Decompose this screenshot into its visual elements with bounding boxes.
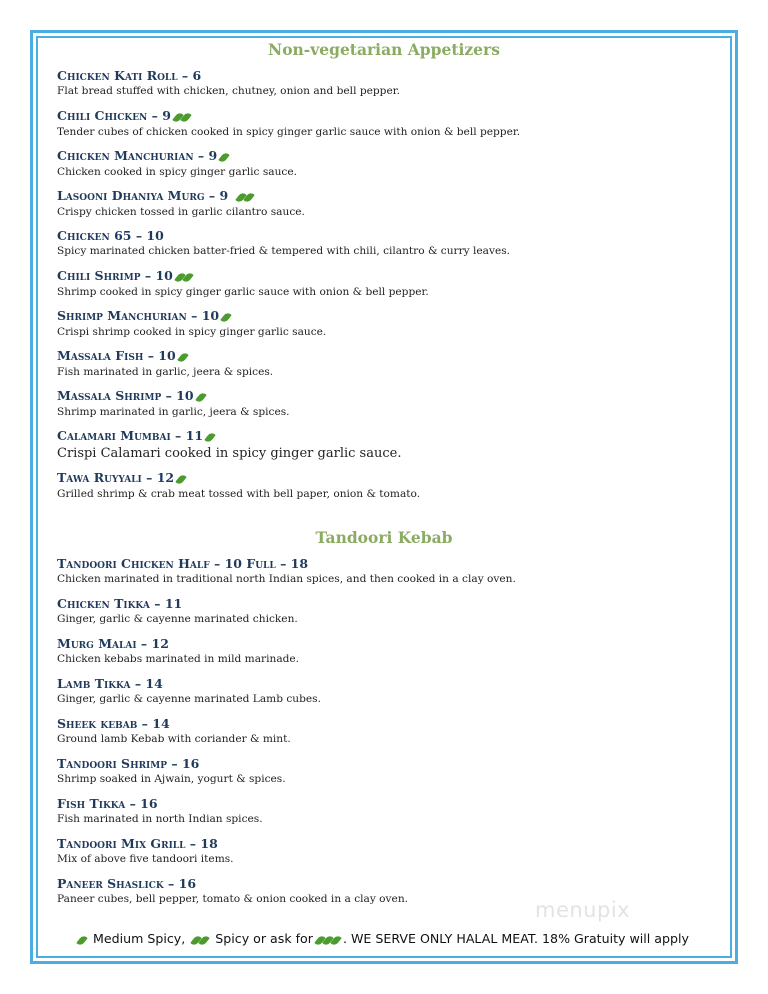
item-description: Ginger, garlic & cayenne marinated Lamb cubes.	[57, 693, 321, 705]
item-description: Crispi Calamari cooked in spicy ginger garlic sauce.	[57, 445, 402, 461]
menu-item	[57, 636, 717, 667]
item-name: Chili Chicken – 9	[57, 108, 171, 123]
chili-icon	[243, 191, 255, 203]
menu-item	[57, 108, 717, 140]
section-title-appetizers: Non-vegetarian Appetizers	[268, 40, 500, 59]
item-description: Crispi shrimp cooked in spicy ginger garlic sauce.	[57, 325, 327, 338]
menu-item	[57, 836, 717, 867]
item-description: Ginger, garlic & cayenne marinated chicken.	[57, 613, 298, 625]
menu-item	[57, 308, 717, 340]
chili-icon	[76, 934, 88, 946]
menu-item	[57, 68, 717, 99]
chili-icon-group	[193, 932, 209, 947]
spice-legend	[0, 931, 768, 947]
legend-spicy: Spicy or ask for	[215, 931, 313, 946]
item-name: Lasooni Dhaniya Murg – 9	[57, 188, 229, 203]
chili-icon-group	[177, 269, 193, 285]
item-name: Lamb Tikka – 14	[57, 676, 163, 691]
menu-item	[57, 596, 717, 627]
legend-medium: Medium Spicy,	[93, 931, 186, 946]
menu-item	[57, 188, 717, 220]
menu-item	[57, 388, 717, 420]
chili-icon-group	[223, 309, 231, 325]
chili-icon-group	[180, 349, 188, 365]
menu-item	[57, 796, 717, 827]
chili-icon-group	[221, 149, 229, 165]
menu-item	[57, 676, 717, 707]
legend-halal: . WE SERVE ONLY HALAL MEAT. 18% Gratuity will apply	[342, 931, 689, 946]
item-name: Chicken Tikka – 11	[57, 596, 183, 611]
item-description: Flat bread stuffed with chicken, chutney, onion and bell pepper.	[57, 85, 400, 97]
item-description: Paneer cubes, bell pepper, tomato & onion cooked in a clay oven.	[57, 893, 409, 905]
item-description: Chicken kebabs marinated in mild marinade.	[57, 653, 300, 665]
menu-item	[57, 470, 717, 502]
item-name: Chili Shrimp – 10	[57, 268, 173, 283]
chili-icon	[177, 351, 189, 363]
item-name: Tandoori Mix Grill – 18	[57, 836, 218, 851]
item-description: Shrimp marinated in garlic, jeera & spices.	[57, 405, 290, 418]
item-description: Fish marinated in garlic, jeera & spices.	[57, 365, 274, 378]
menu-item	[57, 756, 717, 787]
chili-icon-group	[79, 932, 87, 947]
item-name: Massala Fish – 10	[57, 348, 176, 363]
item-description: Tender cubes of chicken cooked in spicy ginger garlic sauce with onion & bell pepper.	[57, 125, 521, 138]
chili-icon-group	[178, 471, 186, 487]
item-name: Calamari Mumbai – 11	[57, 428, 204, 443]
item-description: Shrimp cooked in spicy ginger garlic sauce with onion & bell pepper.	[57, 285, 429, 298]
item-name: Paneer Shaslick – 16	[57, 876, 197, 891]
item-name: Murg Malai – 12	[57, 636, 169, 651]
item-name: Shrimp Manchurian – 10	[57, 308, 220, 323]
chili-icon	[218, 151, 230, 163]
item-description: Chicken marinated in traditional north Indian spices, and then cooked in a clay oven.	[57, 573, 516, 585]
item-description: Chicken cooked in spicy ginger garlic sauce.	[57, 165, 297, 178]
item-description: Spicy marinated chicken batter-fried & tempered with chili, cilantro & curry leaves.	[57, 245, 511, 257]
chili-icon	[204, 431, 216, 443]
item-description: Grilled shrimp & crab meat tossed with bell paper, onion & tomato.	[57, 487, 421, 500]
chili-icon-group	[317, 932, 341, 947]
item-name: Chicken Kati Roll – 6	[57, 68, 202, 83]
item-description: Fish marinated in north Indian spices.	[57, 813, 263, 825]
chili-icon	[195, 391, 207, 403]
item-name: Fish Tikka – 16	[57, 796, 158, 811]
section-title-tandoori: Tandoori Kebab	[315, 528, 453, 547]
item-name: Tawa Ruyyali – 12	[57, 470, 175, 485]
chili-icon	[220, 311, 232, 323]
menu-item	[57, 428, 717, 463]
menu-item	[57, 148, 717, 180]
item-description: Shrimp soaked in Ajwain, yogurt & spices.	[57, 773, 286, 785]
menu-item	[57, 556, 717, 587]
watermark-logo: menupix	[535, 898, 631, 922]
chili-icon-group	[207, 429, 215, 445]
item-description: Ground lamb Kebab with coriander & mint.	[57, 733, 291, 745]
item-name: Tandoori Shrimp – 16	[57, 756, 200, 771]
chili-icon	[175, 473, 187, 485]
item-description: Crispy chicken tossed in garlic cilantro sauce.	[57, 205, 305, 218]
item-description: Mix of above five tandoori items.	[57, 853, 234, 865]
item-name: Chicken Manchurian – 9	[57, 148, 218, 163]
menu-item	[57, 228, 717, 259]
item-name: Tandoori Chicken Half – 10 Full – 18	[57, 556, 309, 571]
item-name: Sheek kebab – 14	[57, 716, 170, 731]
item-name: Massala Shrimp – 10	[57, 388, 194, 403]
item-name: Chicken 65 – 10	[57, 228, 164, 243]
menu-item	[57, 716, 717, 747]
chili-icon-group	[198, 389, 206, 405]
chili-icon-group	[175, 109, 191, 125]
chili-icon-group	[238, 189, 254, 205]
menu-item	[57, 348, 717, 380]
menu-item	[57, 268, 717, 300]
